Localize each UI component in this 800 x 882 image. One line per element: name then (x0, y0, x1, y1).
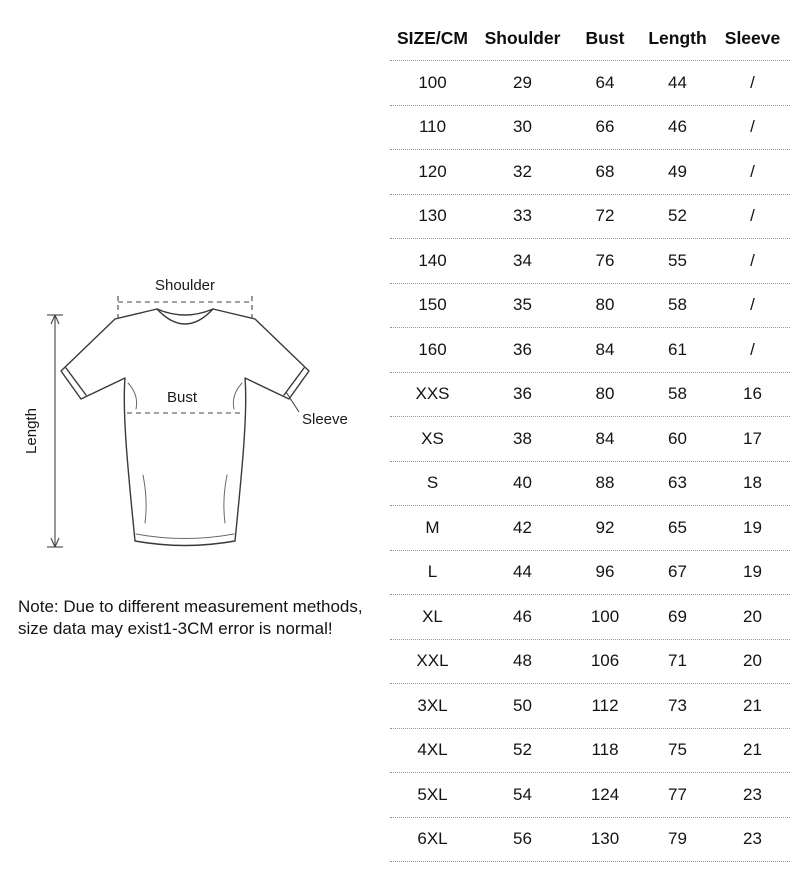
table-cell: 5XL (417, 784, 448, 804)
table-cell: 20 (743, 651, 762, 671)
table-cell: 63 (668, 473, 687, 493)
table-cell: 4XL (417, 740, 448, 760)
shoulder-label: Shoulder (154, 277, 216, 294)
table-cell: / (750, 339, 755, 359)
table-cell: 84 (595, 428, 615, 448)
table-cell: 110 (418, 117, 447, 137)
table-cell: 66 (595, 117, 615, 137)
table-cell: 92 (595, 517, 615, 537)
size-table-row (390, 595, 790, 640)
measurement-note (18, 596, 363, 640)
table-cell: 60 (668, 428, 687, 448)
size-table-row (390, 150, 790, 195)
length-label: Length (23, 408, 40, 454)
table-cell: 56 (513, 829, 532, 849)
table-cell: 44 (513, 562, 532, 582)
table-cell: 35 (513, 295, 532, 315)
size-table-header-row (390, 16, 790, 61)
table-cell: 30 (513, 117, 532, 137)
table-cell: 18 (743, 473, 762, 493)
table-cell: 23 (743, 784, 762, 804)
table-cell: S (426, 473, 439, 493)
sleeve-label: Sleeve (302, 411, 348, 428)
table-cell: 49 (668, 161, 687, 181)
table-cell: / (750, 206, 755, 226)
table-cell: 80 (595, 295, 615, 315)
table-cell: 130 (418, 206, 447, 226)
length-measure (23, 315, 63, 547)
table-cell: 84 (595, 339, 615, 359)
size-table-row (390, 684, 790, 729)
bust-measure (127, 389, 243, 413)
table-cell: 17 (743, 428, 762, 448)
column-header: Sleeve (724, 27, 781, 48)
table-cell: 96 (595, 562, 615, 582)
table-cell: 52 (513, 740, 532, 760)
size-table-row (390, 462, 790, 507)
shoulder-measure (118, 277, 252, 323)
size-table-row (390, 773, 790, 818)
column-header: SIZE/CM (397, 27, 468, 48)
table-cell: 61 (668, 339, 687, 359)
table-cell: 16 (743, 384, 762, 404)
table-cell: 36 (513, 384, 532, 404)
table-cell: XS (421, 428, 444, 448)
table-cell: 34 (513, 250, 532, 270)
table-cell: 36 (513, 339, 532, 359)
table-cell: 118 (591, 740, 619, 760)
size-table (390, 16, 790, 862)
size-table-row (390, 551, 790, 596)
table-cell: 20 (743, 606, 762, 626)
size-table-row (390, 818, 790, 863)
size-table-row (390, 61, 790, 106)
table-cell: 72 (595, 206, 615, 226)
table-cell: / (750, 117, 755, 137)
size-table-row (390, 106, 790, 151)
table-cell: 52 (668, 206, 687, 226)
size-table-row (390, 239, 790, 284)
table-cell: 150 (418, 295, 447, 315)
table-cell: 19 (743, 562, 762, 582)
table-cell: 29 (513, 72, 532, 92)
table-cell: 140 (418, 250, 447, 270)
tshirt-drawing (61, 309, 309, 546)
table-cell: 67 (668, 562, 687, 582)
size-table-row (390, 195, 790, 240)
table-cell: 40 (513, 473, 532, 493)
table-cell: 69 (668, 606, 687, 626)
table-cell: XL (422, 606, 443, 626)
table-cell: 112 (591, 695, 619, 715)
sleeve-measure (286, 392, 348, 428)
table-cell: / (750, 295, 755, 315)
table-cell: 120 (418, 161, 447, 181)
table-cell: 48 (513, 651, 532, 671)
table-cell: 64 (595, 72, 615, 92)
table-cell: 75 (668, 740, 687, 760)
table-cell: 65 (668, 517, 687, 537)
table-cell: 32 (513, 161, 532, 181)
table-cell: 100 (590, 606, 620, 626)
table-cell: 160 (418, 339, 447, 359)
size-table-row (390, 284, 790, 329)
table-cell: 3XL (417, 695, 448, 715)
table-cell: 77 (668, 784, 687, 804)
tshirt-measurement-diagram (15, 275, 360, 575)
table-cell: 6XL (417, 829, 448, 849)
table-cell: 50 (513, 695, 532, 715)
table-cell: 19 (743, 517, 762, 537)
table-cell: 46 (668, 117, 687, 137)
size-table-row (390, 729, 790, 774)
table-cell: 88 (595, 473, 615, 493)
size-table-row (390, 328, 790, 373)
table-cell: / (750, 72, 755, 92)
table-cell: 79 (668, 829, 687, 849)
column-header: Shoulder (484, 27, 561, 48)
table-cell: 68 (595, 161, 615, 181)
table-cell: 23 (743, 829, 762, 849)
table-cell: 106 (590, 651, 620, 671)
column-header: Length (648, 27, 707, 48)
table-cell: 21 (743, 695, 762, 715)
table-cell: M (425, 517, 440, 537)
table-cell: 42 (513, 517, 532, 537)
table-cell: 38 (513, 428, 532, 448)
size-table-row (390, 640, 790, 685)
table-cell: L (427, 562, 438, 582)
table-cell: / (750, 161, 755, 181)
table-cell: 124 (590, 784, 620, 804)
table-cell: 55 (668, 250, 687, 270)
table-cell: 33 (513, 206, 532, 226)
table-cell: 46 (513, 606, 532, 626)
bust-label: Bust (166, 389, 198, 406)
table-cell: 130 (590, 829, 620, 849)
table-cell: 58 (668, 295, 687, 315)
column-header: Bust (585, 27, 625, 48)
note-line-2: size data may exist1-3CM error is normal! (18, 619, 333, 638)
table-cell: 100 (418, 72, 447, 92)
size-table-row (390, 506, 790, 551)
table-cell: / (750, 250, 755, 270)
table-cell: 71 (668, 651, 687, 671)
note-line-1: Note: Due to different measurement methods, (18, 597, 363, 616)
table-cell: 76 (595, 250, 615, 270)
table-cell: 54 (513, 784, 532, 804)
table-cell: 80 (595, 384, 615, 404)
table-cell: 73 (668, 695, 687, 715)
table-cell: XXS (415, 384, 450, 404)
table-cell: 21 (743, 740, 762, 760)
size-table-row (390, 417, 790, 462)
size-table-row (390, 373, 790, 418)
table-cell: 58 (668, 384, 687, 404)
table-cell: 44 (668, 72, 687, 92)
table-cell: XXL (416, 651, 449, 671)
